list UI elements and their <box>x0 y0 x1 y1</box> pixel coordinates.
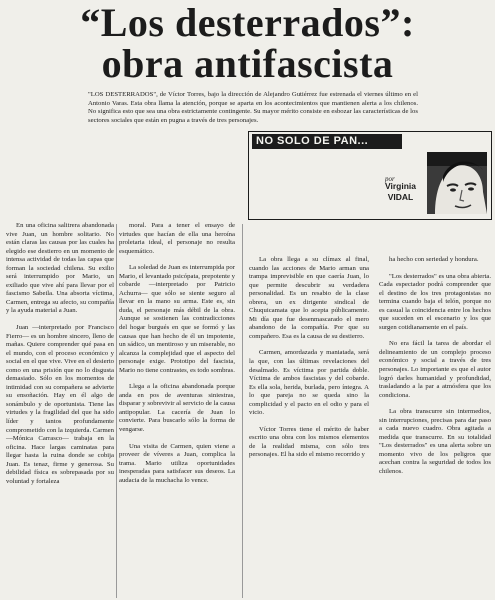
headline <box>0 2 495 84</box>
article-column-3 <box>249 256 369 468</box>
article-paragraph: ha hecho con seriedad y hondura. <box>389 256 479 263</box>
article-paragraph: Llega a la oficina abandonada porque anda en pos de aventuras siniestras, disparar y sobrevivir al servicio de la causa antipopular. La cacería de Juan lo convierte. Para buscarlo sólo la forma de vengarse. <box>119 383 235 434</box>
article-paragraph: En una oficina salitrera abandonada vive Juan, un hombre solitario. No están claras las causas por las cuales ha elegido ese destierro en un momento de intensa actividad de todas las capas que forman la sociedad chilena. Su exilio será interrumpido por Mario, un exiliado que vive ahí para llevar por el fascismo Sabeila. Una absorta víctima, Carmen, entrega su afecto, su compañía y la ayuda material a Juan. <box>6 222 114 315</box>
byline-prefix: por <box>385 175 395 183</box>
article-paragraph: No era fácil la tarea de abordar el delineamiento de un complejo proceso económico y social a través de tres personajes. Lo importante es que el autor logró darles humanidad y profundidad, trasladando a la par a atmósfera que los condiciona. <box>379 340 491 399</box>
article-paragraph: Una visita de Carmen, quien viene a proveer de víveres a Juan, complica la trama. Mario utiliza oportunidades inesperadas para satisfacer sus deseos. La audacia de la muchacha lo vence. <box>119 442 235 484</box>
author-first-name: Virginia <box>384 181 417 191</box>
column-divider <box>116 224 117 598</box>
article-paragraph: Víctor Torres tiene el mérito de haber escrito una obra con los mismos elementos de la realidad misma, con sólo tres personajes. El ha sido el mismo recorrido y <box>249 425 369 459</box>
headline-line-2: obra antifascista <box>101 41 394 86</box>
column-divider <box>242 224 243 598</box>
article-column-2 <box>119 222 235 493</box>
article-column-4 <box>379 256 491 485</box>
author-last-name: VIDAL <box>387 192 414 202</box>
byline-author <box>378 181 423 203</box>
article-paragraph: La obra transcurre sin intermedios, sin interrupciones, precisas para dar paso a cada nuevo cuadro. Obra agitada a medida que transcurre. En su totalidad "Los desterrados" es una alerta sobre un momento vivo de los peligros que acechan contra la seguridad de todos los chilenos. <box>379 408 491 476</box>
column-header-box <box>248 131 492 220</box>
column-title: NO SOLO DE PAN... <box>252 134 402 149</box>
article-paragraph: Juan —interpretado por Francisco Fierro— es un hombre sincero, lleno de mañas. Quiere comprender qué pasa en el mundo, con el proceso económico y social en el que vive. Vive en el desierto como en una prisión que no lo disgusta demasiado. Sólo en los momentos de intimidad con su compañera se advierte su ensoñación. Hay en él algo de sonámbulo y de oportunista. Tiene las virtudes y la fragilidad del que ha sido líder y tantos profundamente comprometido con la izquierda. Carmen —Mónica Carrasco— trabaja en la oficina. Hace largas caminatas para llegar hasta la ruina donde se cobija Juan. Es tenaz, firme y generosa. Su debilidad física es sobrepasada por su voluntad y fortaleza <box>6 324 114 485</box>
article-column-1 <box>6 222 114 494</box>
article-paragraph: La soledad de Juan es interrumpida por Mario, el levantado psicópata, prepotente y cobarde —interpretado por Patricio Achurra— que sólo se siente seguro al llevar en la mano su arma. Este es, sin duda, el personaje más débil de la obra. Aunque se sostienen las contradicciones del hogar burgués en que se formó y las causas que han hecho de él un impotente, un sádico, un mentiroso y un miserable, no alcanza la complejidad que el aspecto del personaje exige. Prototipo del fascista, Mario no tiene contrastes, es todo sombras. <box>119 264 235 374</box>
author-portrait-icon <box>427 152 487 214</box>
headline-line-1: “Los desterrados”: <box>80 0 415 45</box>
article-paragraph: moral. Para a tener el ensayo de virtudes que hacían de ella una heroína proletaria ideal, el personaje no resulta esquemático. <box>119 222 235 255</box>
article-paragraph: "Los desterrados" es una obra abierta. Cada espectador podrá comprender que el destino de los tres protagonistas no termina cuando baja el telón, porque no es casual la coincidencia entre los hechos que suceden en el escenario y los que surgen cotidianamente en el país. <box>379 272 491 331</box>
article-paragraph: Carmen, amordazada y maniatada, será la que, con las últimas revelaciones del desalmado. Es víctima por partida doble. Víctima de ambos fascistas y del cobarde. Es ella sola, herida, burlada, pero íntegra. A lo que pareja no se queda sino la complicidad y el pacto en el odio y para el vicio. <box>249 349 369 417</box>
lead-paragraph: "LOS DESTERRADOS", de Víctor Torres, bajo la dirección de Alejandro Gutiérrez fue estrenada el viernes último en el Antonio Varas. Esta obra llama la atención, porque se aparta en los acontecimientos que mantienen alerta a los chilenos. No significa esto que sea una obra estrictamente contingente. Su mayor mérito consiste en esbozar las características de los sectores sociales que están en pugna a través de tres personajes. <box>88 91 418 124</box>
article-paragraph: La obra llega a su clímax al final, cuando las acciones de Mario arman una trampa imprevisible en que caería Juan, lo que permite descubrir su verdadera personalidad. Es un resabio de la clase obrera, un ex dirigente sindical de Chuquicamata que lo acepta públicamente. Mi día que fue desenmascarado el mero abandono de la compañía. Por que su compañero. Esa es la causa de su destierro. <box>249 256 369 340</box>
